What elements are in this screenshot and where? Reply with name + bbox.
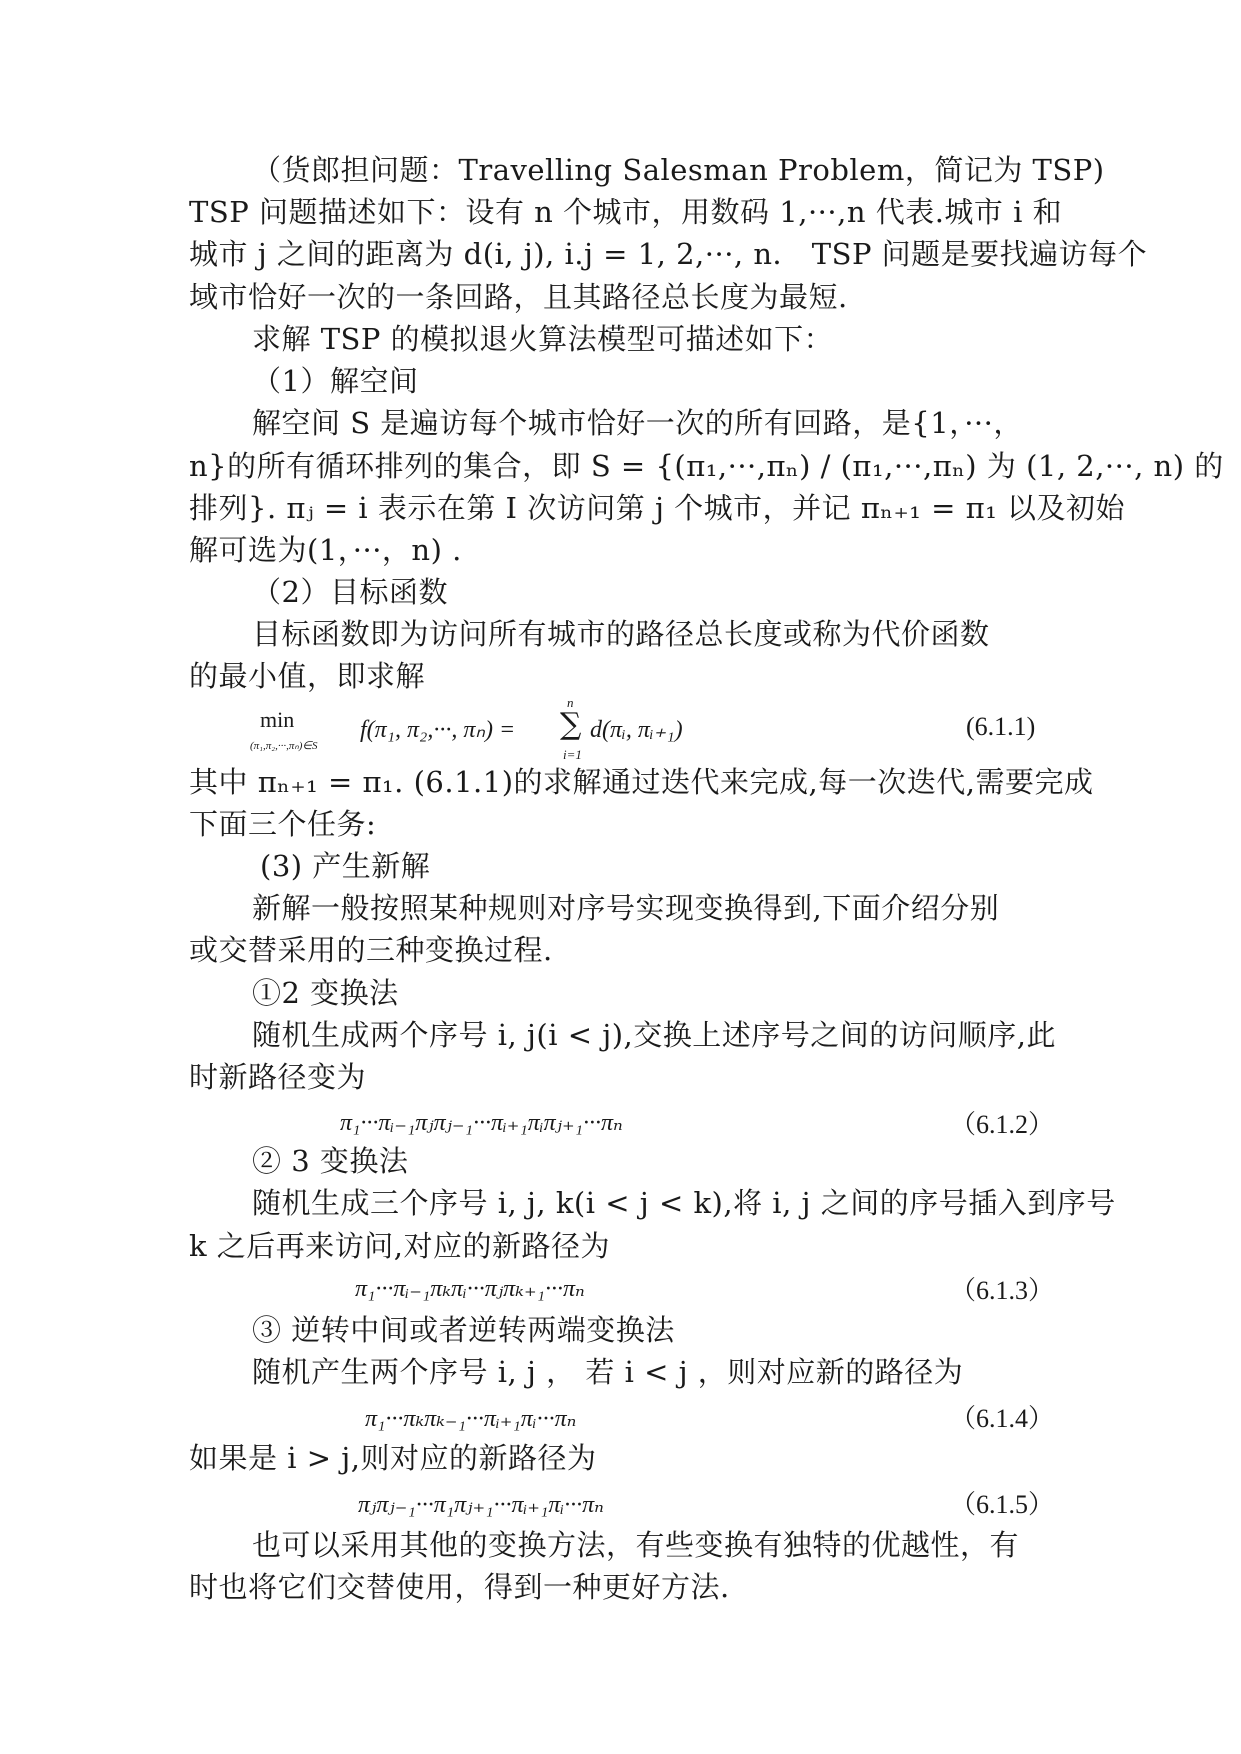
subsection-heading: ③ 逆转中间或者逆转两端变换法: [252, 1313, 675, 1347]
equation-number: （6.1.3）: [950, 1276, 1055, 1305]
text-line: 或交替采用的三种变换过程.: [189, 933, 553, 967]
sum-symbol: ∑: [560, 707, 582, 742]
sum-lower-limit: i=1: [563, 747, 582, 762]
min-operator: min: [260, 707, 295, 732]
text-line: 随机产生两个序号 i, j ， 若 i < j ，则对应新的路径为: [252, 1355, 964, 1389]
text-line: TSP 问题描述如下：设有 n 个城市，用数码 1,···,n 代表.城市 i 和: [189, 195, 1063, 229]
text-line: 时也将它们交替使用，得到一种更好方法.: [189, 1570, 730, 1604]
text-line: n}的所有循环排列的集合，即 S = {(π₁,···,πₙ) / (π₁,···,πₙ) 为 (1, 2,···, n) 的: [189, 449, 1224, 483]
text-line: 解空间 S 是遍访每个城市恰好一次的所有回路，是{1，···，: [252, 406, 1023, 440]
text-line: 新解一般按照某种规则对序号实现变换得到,下面介绍分别: [252, 891, 1000, 925]
text-line: 也可以采用其他的变换方法，有些变换有独特的优越性，有: [252, 1528, 1020, 1562]
text-line: 下面三个任务:: [189, 807, 377, 841]
text-line: 目标函数即为访问所有城市的路径总长度或称为代价函数: [252, 617, 990, 651]
section-heading: （1）解空间: [252, 364, 419, 398]
text-line: （货郎担问题：Travelling Salesman Problem，简记为 TSP): [252, 153, 1105, 187]
text-line: 域市恰好一次的一条回路，且其路径总长度为最短.: [189, 280, 848, 314]
equation: π₁···πᵢ₋₁πⱼπⱼ₋₁···πᵢ₊₁πᵢπⱼ₊₁···πₙ: [340, 1110, 623, 1136]
text-line: 求解 TSP 的模拟退火算法模型可描述如下：: [252, 322, 834, 356]
distance-term: d(πᵢ, πᵢ₊₁): [590, 717, 683, 743]
equation: πⱼπⱼ₋₁···π₁πⱼ₊₁···πᵢ₊₁πᵢ···πₙ: [358, 1492, 604, 1518]
min-subscript: (π₁,π₂,···,πₙ)∈S: [250, 740, 318, 752]
sum-upper-limit: n: [567, 695, 574, 710]
text-line: 其中 πₙ₊₁ = π₁. (6.1.1)的求解通过迭代来完成,每一次迭代,需要完成: [189, 765, 1094, 799]
text-line: 排列}. πⱼ = i 表示在第 I 次访问第 j 个城市，并记 πₙ₊₁ = π₁ 以及初始: [189, 491, 1126, 525]
text-line: 时新路径变为: [189, 1060, 367, 1094]
objective-function: f(π₁, π₂,···, πₙ) =: [360, 717, 516, 743]
subsection-heading: ①2 变换法: [252, 976, 399, 1010]
text-line: 的最小值，即求解: [189, 659, 426, 693]
text-line: 城市 j 之间的距离为 d(i, j), i.j = 1, 2,···, n． TSP 问题是要找遍访每个: [189, 237, 1148, 271]
text-line: 随机生成两个序号 i, j(i < j),交换上述序号之间的访问顺序,此: [252, 1018, 1056, 1052]
text-line: 随机生成三个序号 i, j, k(i < j < k),将 i, j 之间的序号插入到序号: [252, 1186, 1116, 1220]
text-line: k 之后再来访问,对应的新路径为: [189, 1229, 611, 1263]
equation-number: （6.1.2）: [950, 1110, 1055, 1139]
equation: π₁···πₖπₖ₋₁···πᵢ₊₁πᵢ···πₙ: [365, 1406, 577, 1432]
equation: π₁···πᵢ₋₁πₖπᵢ···πⱼπₖ₊₁···πₙ: [355, 1276, 585, 1302]
section-heading: （2）目标函数: [252, 575, 448, 609]
equation-number: （6.1.4）: [950, 1404, 1055, 1433]
equation-number: (6.1.1): [966, 712, 1036, 741]
equation-number: （6.1.5）: [950, 1490, 1055, 1519]
subsection-heading: ② 3 变换法: [252, 1144, 409, 1178]
text-line: 如果是 i > j,则对应的新路径为: [189, 1441, 597, 1475]
text-line: 解可选为(1，···，n) .: [189, 533, 462, 567]
section-heading: (3) 产生新解: [260, 849, 431, 883]
